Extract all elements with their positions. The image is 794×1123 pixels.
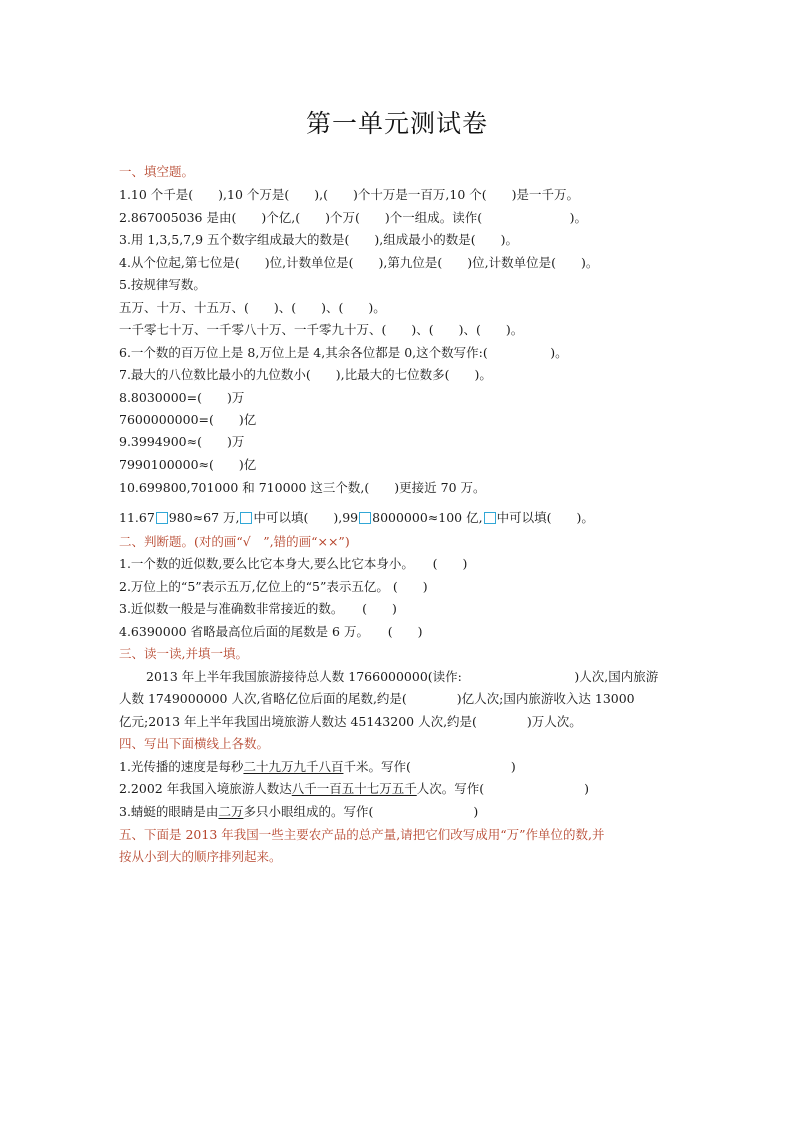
digit-box-3[interactable] [359, 512, 371, 524]
question-1-5a: 五万、十万、十五万、( )、( )、( )。 [119, 300, 386, 315]
question-1-6: 6.一个数的百万位上是 8,万位上是 4,其余各位都是 0,这个数写作:( )。 [119, 345, 568, 360]
section-3-paragraph-1: 2013 年上半年我国旅游接待总人数 1766000000(读作: )人次,国内旅游 [146, 669, 659, 684]
question-1-7: 7.最大的八位数比最小的九位数小( ),比最大的七位数多( )。 [119, 367, 492, 382]
q4-2-post: 人次。写作( ) [416, 781, 589, 796]
q11-part-5: 中可以填( )。 [496, 510, 594, 525]
q11-part-2: 980≈67 万, [168, 510, 240, 525]
section-4-heading: 四、写出下面横线上各数。 [119, 736, 270, 751]
digit-box-4[interactable] [484, 512, 496, 524]
digit-box-1[interactable] [156, 512, 168, 524]
question-1-9b: 7990100000≈( )亿 [119, 457, 257, 472]
q4-2-underlined: 八千一百五十七万五千 [291, 781, 417, 796]
section-3-heading: 三、读一读,并填一填。 [119, 646, 248, 661]
q11-part-4: 8000000≈100 亿, [372, 510, 483, 525]
question-2-2: 2.万位上的“5”表示五万,亿位上的“5”表示五亿。 ( ) [119, 579, 428, 594]
question-4-1 [119, 759, 516, 775]
digit-box-2[interactable] [240, 512, 252, 524]
question-1-5b: 一千零七十万、一千零八十万、一千零九十万、( )、( )、( )。 [119, 322, 524, 337]
q4-1-underlined: 二十九万九千八百 [243, 759, 344, 774]
question-1-1: 1.10 个千是( ),10 个万是( ),( )个十万是一百万,10 个( )是一千万。 [119, 187, 579, 202]
section-3-paragraph-3: 亿元;2013 年上半年我国出境旅游人数达 45143200 人次,约是( )万人次。 [119, 714, 582, 729]
question-2-4: 4.6390000 省略最高位后面的尾数是 6 万。 ( ) [119, 624, 423, 639]
question-2-3: 3.近似数一般是与准确数非常接近的数。 ( ) [119, 601, 397, 616]
q4-1-post: 千米。写作( ) [343, 759, 516, 774]
question-1-9a: 9.3994900≈( )万 [119, 434, 245, 449]
q11-part-3: 中可以填( ),99 [253, 510, 359, 525]
section-5-heading-line-1: 五、下面是 2013 年我国一些主要农产品的总产量,请把它们改写成用“万”作单位的数,并 [119, 827, 605, 842]
q11-part-1: 11.67 [119, 510, 155, 525]
q4-3-post: 多只小眼组成的。写作( ) [243, 804, 479, 819]
question-1-11 [119, 510, 594, 526]
q4-3-underlined: 二万 [218, 804, 244, 819]
question-1-3: 3.用 1,3,5,7,9 五个数字组成最大的数是( ),组成最小的数是( )。 [119, 232, 519, 247]
question-4-2 [119, 781, 589, 797]
section-3-paragraph-2: 人数 1749000000 人次,省略亿位后面的尾数,约是( )亿人次;国内旅游收入达 13000 [119, 691, 635, 706]
question-1-8a: 8.8030000=( )万 [119, 390, 245, 405]
question-1-8b: 7600000000=( )亿 [119, 412, 257, 427]
question-1-5: 5.按规律写数。 [119, 277, 206, 292]
question-1-4: 4.从个位起,第七位是( )位,计数单位是( ),第九位是( )位,计数单位是( )。 [119, 255, 599, 270]
q4-3-pre: 3.蜻蜓的眼睛是由 [119, 804, 219, 819]
section-2-heading: 二、判断题。(对的画“√ ”,错的画“××”) [119, 534, 350, 549]
question-2-1: 1.一个数的近似数,要么比它本身大,要么比它本身小。 ( ) [119, 556, 468, 571]
section-1-heading: 一、填空题。 [119, 164, 195, 179]
page-title: 第一单元测试卷 [305, 109, 488, 138]
q4-2-pre: 2.2002 年我国入境旅游人数达 [119, 781, 292, 796]
question-1-2: 2.867005036 是由( )个亿,( )个万( )个一组成。读作( )。 [119, 210, 587, 225]
q4-1-pre: 1.光传播的速度是每秒 [119, 759, 244, 774]
question-1-10: 10.699800,701000 和 710000 这三个数,( )更接近 70 万。 [119, 480, 486, 495]
section-5-heading-line-2: 按从小到大的顺序排列起来。 [119, 849, 282, 864]
question-4-3 [119, 804, 478, 820]
